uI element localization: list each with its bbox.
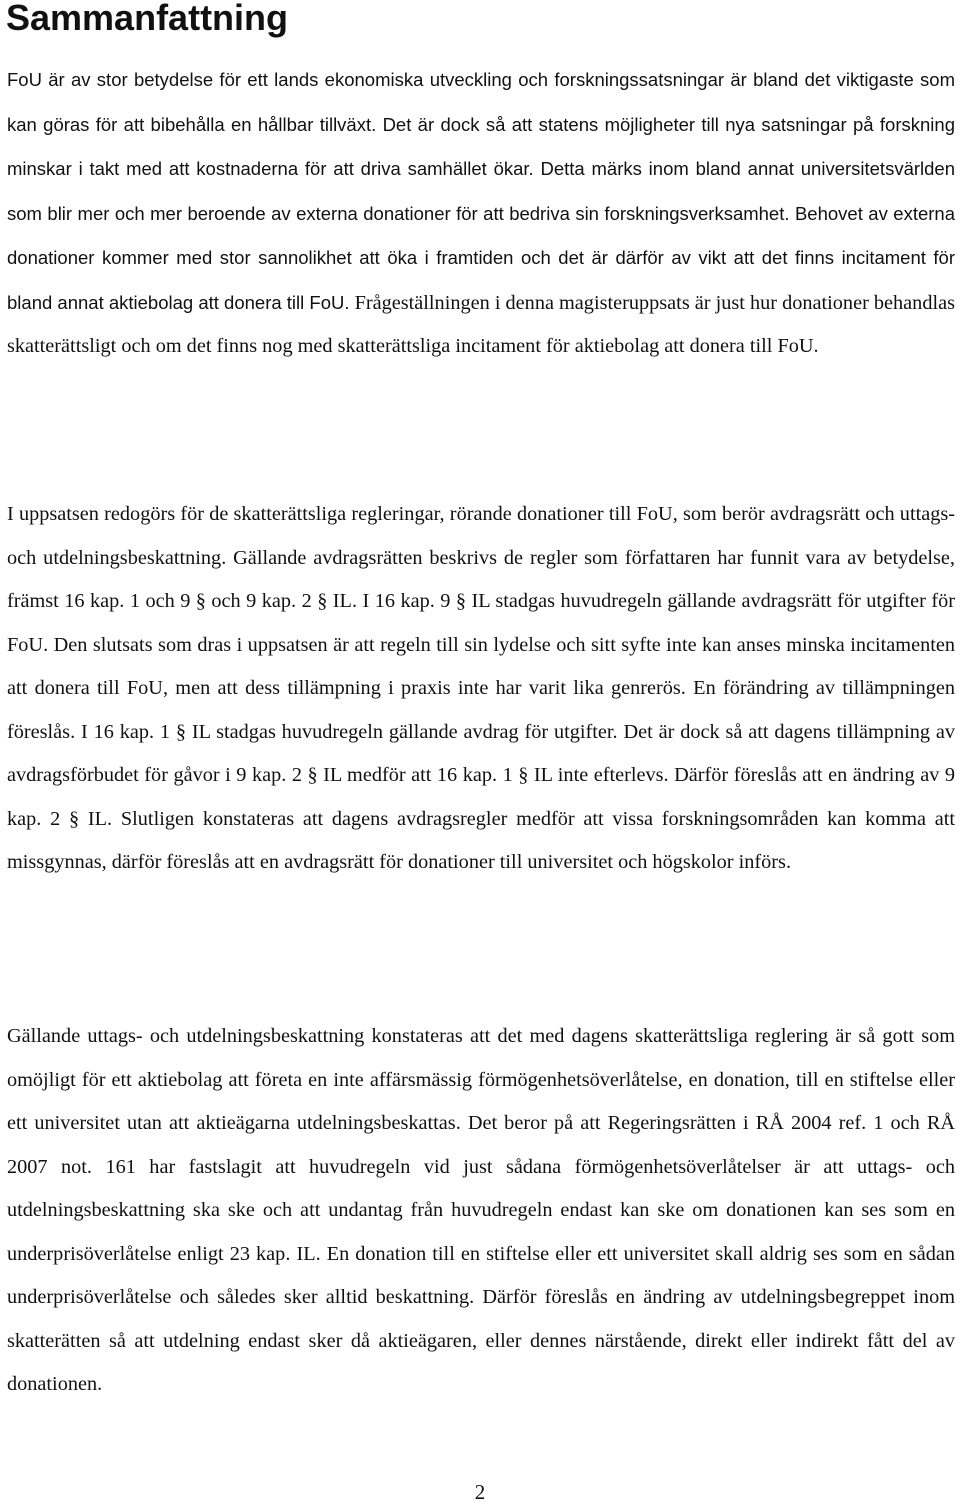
paragraph-1 [7,58,955,369]
paragraph-1-serif-text: Frågeställningen i denna magisteruppsats är just hur donationer behandlas skatterättsligt och om det finns nog med skatterättsliga incitament för aktiebolag att donera till FoU. [7,291,955,358]
paragraph-3: Gällande uttags- och utdelningsbeskattning konstateras att det med dagens skatterättsliga reglering är så gott som omöjligt för ett aktiebolag att företa en inte affärsmässig förmögenhetsöverlåtelse, en donation, till en stiftelse eller ett universitet utan att aktieägarna utdelningsbeskattas. Det beror på att Regeringsrätten i RÅ 2004 ref. 1 och RÅ 2007 not. 161 har fastslagit att huvudregeln vid just sådana förmögenhetsöverlåtelser är att uttags- och utdelningsbeskattning ska ske och att undantag från huvudregeln endast kan ske om donationen kan ses som en underprisöverlåtelse enligt 23 kap. IL. En donation till en stiftelse eller ett universitet skall aldrig ses som en sådan underprisöverlåtelse och således sker alltid beskattning. Därför föreslås en ändring av utdelningsbegreppet inom skatterätten så att utdelning endast sker då aktieägaren, eller dennes närstående, direkt eller indirekt fått del av donationen. [7,1025,955,1396]
page-number: 2 [474,1480,486,1504]
page-title: Sammanfattning [6,0,289,38]
paragraph-1-sans-text: FoU är av stor betydelse för ett lands ekonomiska utveckling och forskningssatsningar är bland det viktigaste som kan göras för att bibehålla en hållbar tillväxt. Det är dock så att statens möjligheter till nya satsningar på forskning minskar i takt med att kostnaderna för att driva samhället ökar. Detta märks inom bland annat universitetsvärlden som blir mer och mer beroende av externa donationer för att bedriva sin forskningsverksamhet. Behovet av externa donationer kommer med stor sannolikhet att öka i framtiden och det är därför av vikt att det finns incitament för bland annat aktiebolag att donera till FoU. [7,69,955,313]
paragraph-2: I uppsatsen redogörs för de skatterättsliga regleringar, rörande donationer till FoU, som berör avdragsrätt och uttags- och utdelningsbeskattning. Gällande avdragsrätten beskrivs de regler som författaren har funnit vara av betydelse, främst 16 kap. 1 och 9 § och 9 kap. 2 § IL. I 16 kap. 9 § IL stadgas huvudregeln gällande avdragsrätt för utgifter för FoU. Den slutsats som dras i uppsatsen är att regeln till sin lydelse och sitt syfte inte kan anses minska incitamenten att donera till FoU, men att dess tillämpning i praxis inte har varit lika genrerös. En förändring av tillämpningen föreslås. I 16 kap. 1 § IL stadgas huvudregeln gällande avdrag för utgifter. Det är dock så att dagens tillämpning av avdragsförbudet för gåvor i 9 kap. 2 § IL medför att 16 kap. 1 § IL inte efterlevs. Därför föreslås att en ändring av 9 kap. 2 § IL. Slutligen konstateras att dagens avdragsregler medför att vissa forskningsområden kan komma att missgynnas, därför föreslås att en avdragsrätt för donationer till universitet och högskolor införs. [7,503,955,874]
